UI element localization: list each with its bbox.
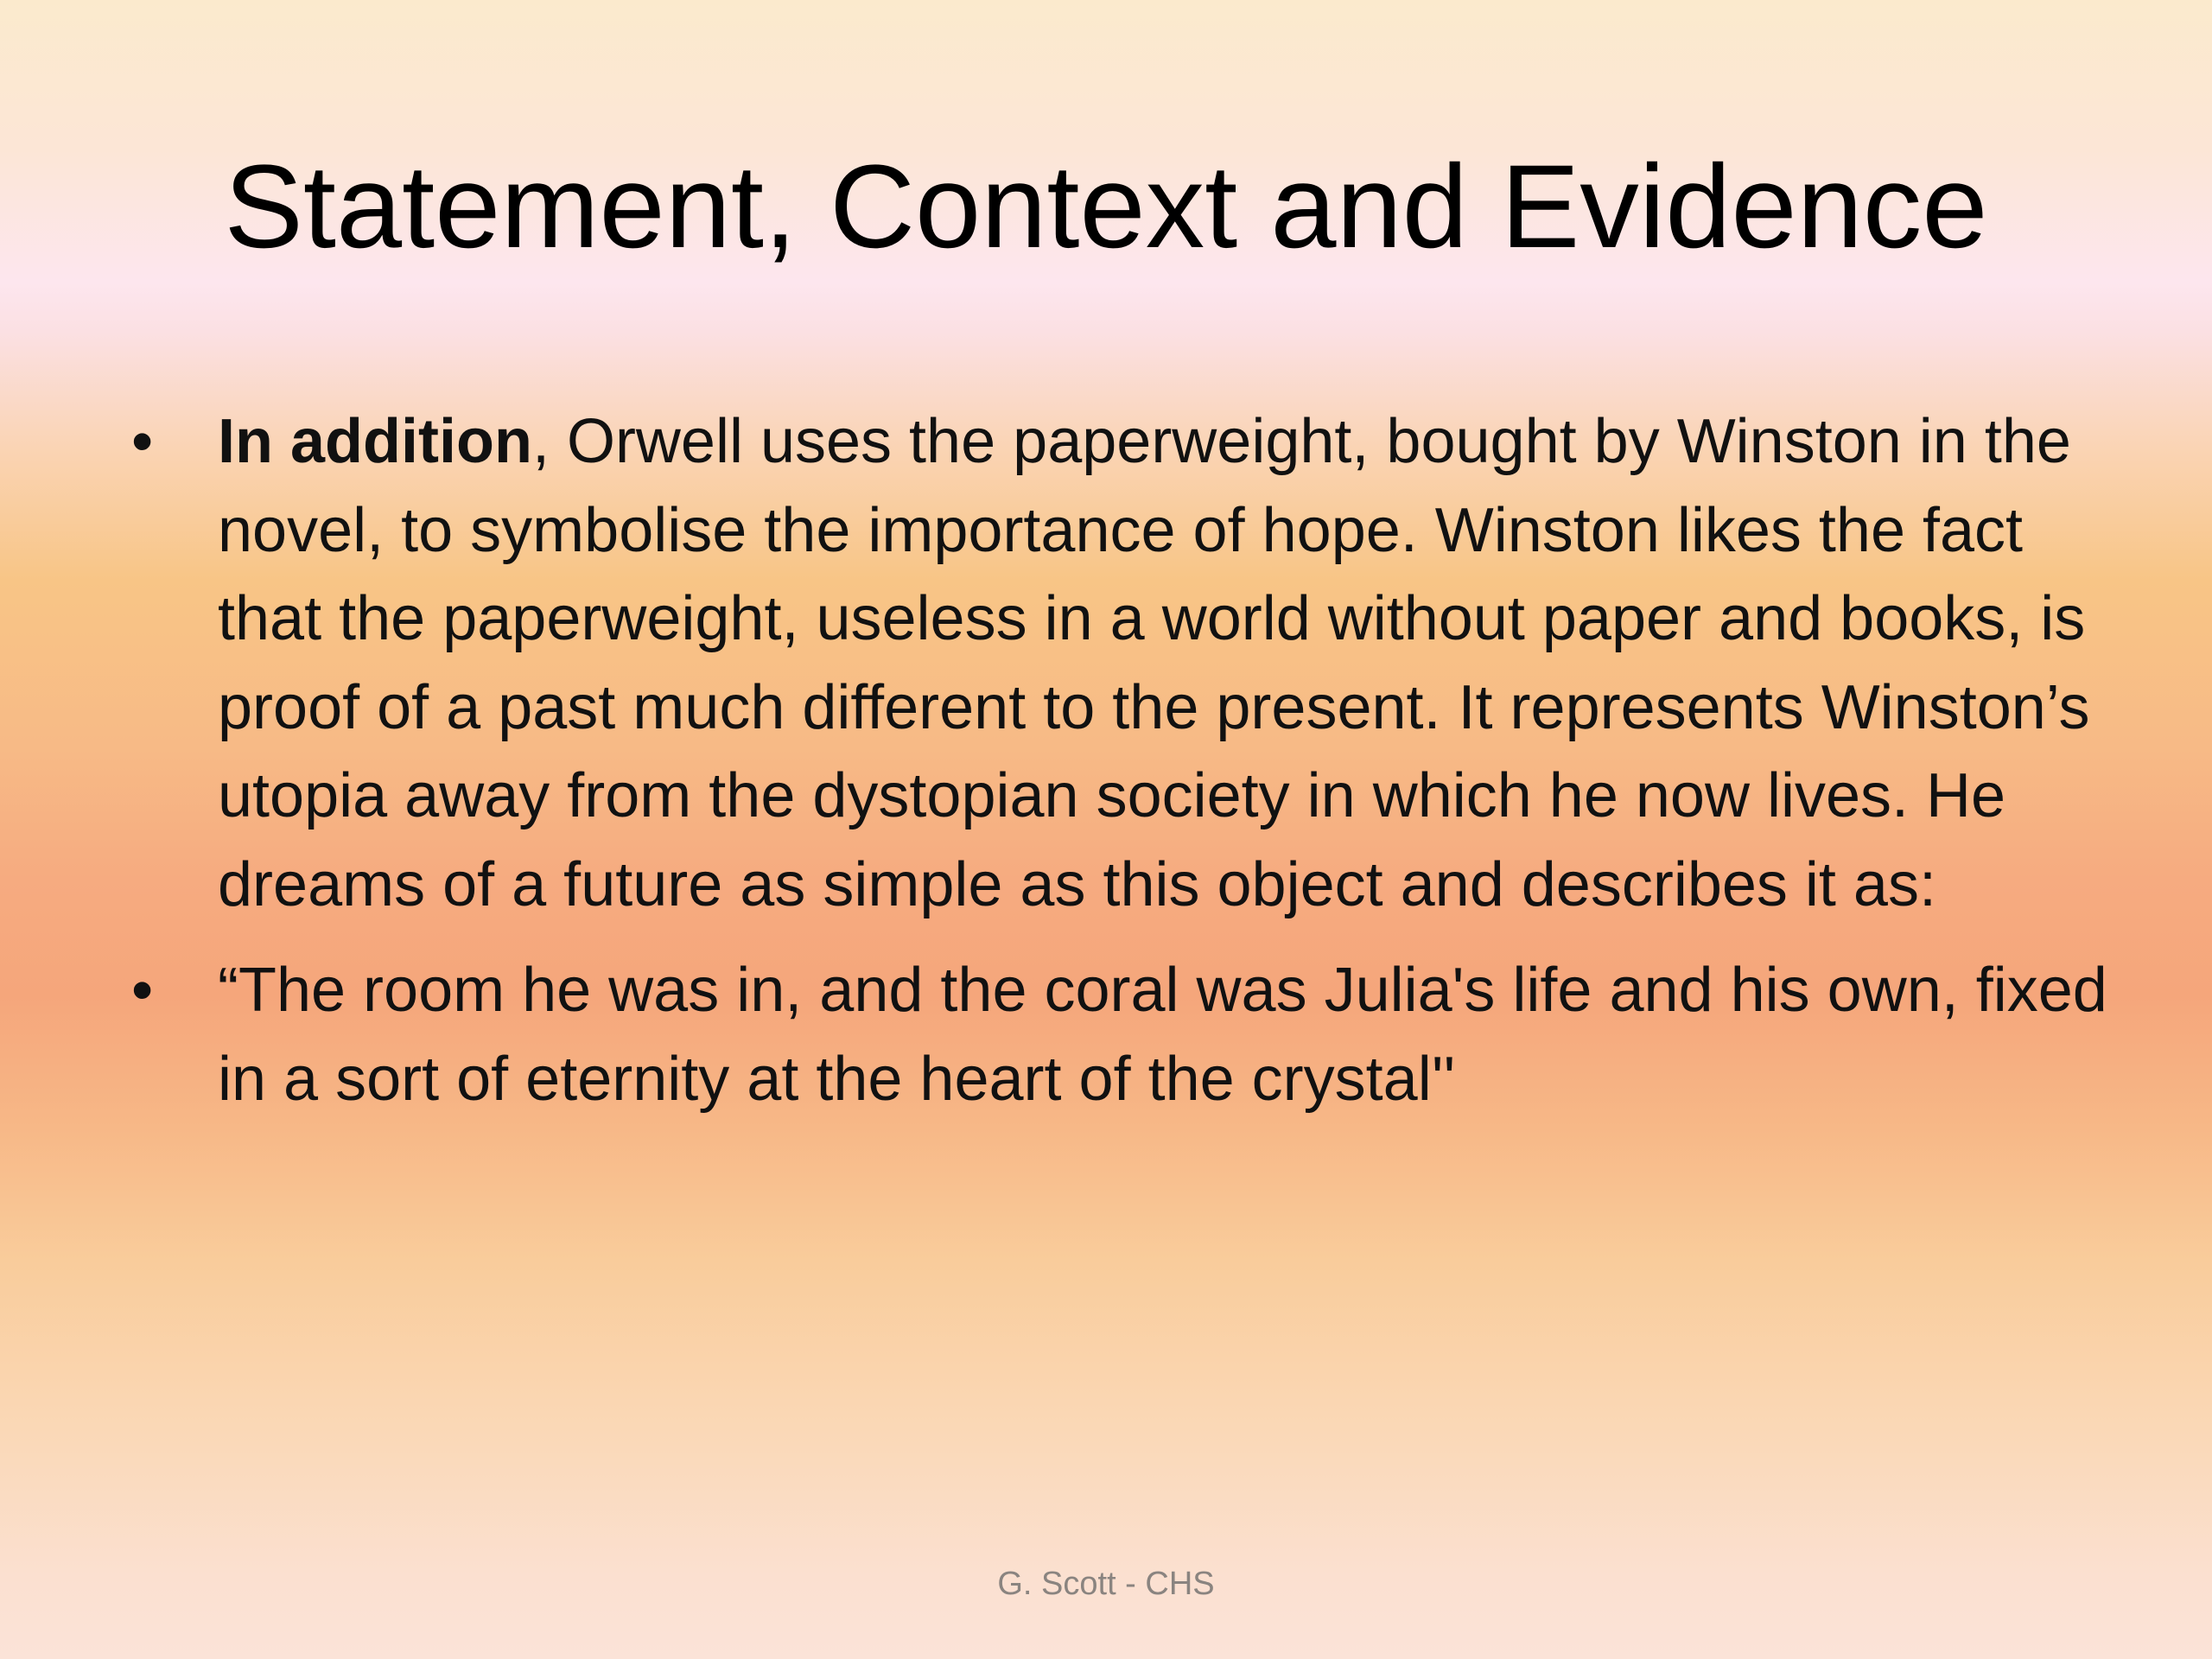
bullet-lead-bold: In addition xyxy=(218,407,532,476)
bullet-item xyxy=(121,397,2108,929)
bullet-item xyxy=(121,946,2108,1123)
bullet-text-quote: “The room he was in, and the coral was Julia's life and his own, fixed in a sort of eternity at the heart of the crystal'' xyxy=(218,956,2107,1114)
bullet-text: , Orwell uses the paperweight, bought by Winston in the novel, to symbolise the importance of hope. Winston likes the fact that the paperweight, useless in a world without paper and books, is proof of a past much different to the present. It represents Winston’s utopia away from the dystopian society in which he now lives. He dreams of a future as simple as this object and describes it as: xyxy=(218,407,2090,919)
slide-footer: G. Scott - CHS xyxy=(997,1566,1215,1602)
bullet-marker: • xyxy=(131,407,154,476)
slide-title: Statement, Context and Evidence xyxy=(224,141,1988,273)
bullet-list xyxy=(121,397,2108,1141)
bullet-marker: • xyxy=(131,956,154,1025)
